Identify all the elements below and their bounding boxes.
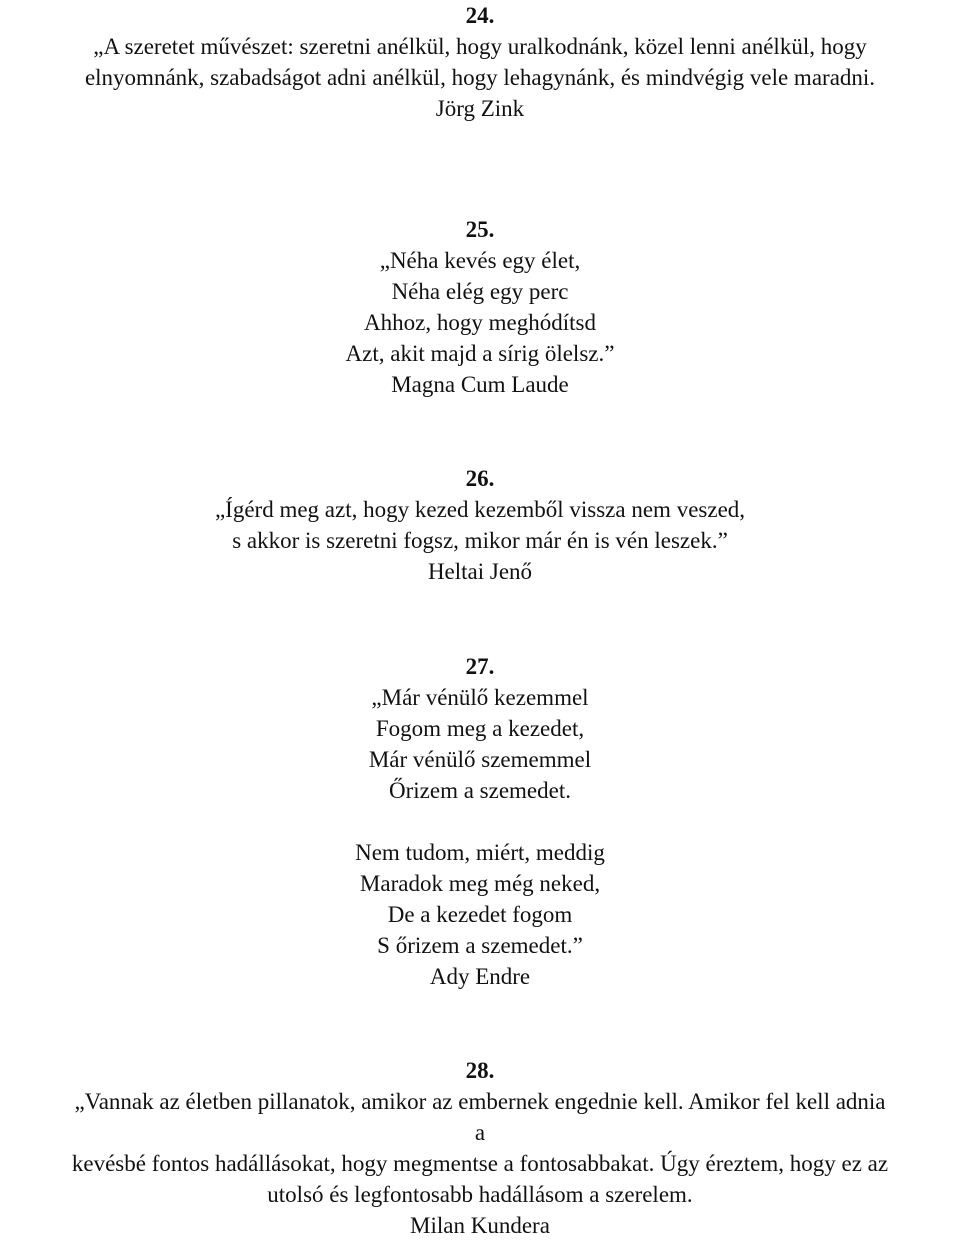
quote-27	[0, 651, 960, 992]
quote-number: 28.	[465, 1058, 495, 1083]
quote-25	[0, 214, 960, 400]
quote-author: Heltai Jenő	[427, 559, 533, 584]
stanza-gap	[0, 806, 960, 837]
quote-author: Ady Endre	[429, 964, 531, 989]
quote-number: 26.	[465, 466, 495, 491]
quote-24	[0, 0, 960, 124]
poem-line: Őrizem a szemedet.	[389, 778, 571, 803]
quote-author: Milan Kundera	[410, 1213, 550, 1238]
quote-text-line: „Ígérd meg azt, hogy kezed kezemből vissza nem veszed,	[214, 497, 746, 522]
poem-line: Már vénülő szememmel	[368, 747, 592, 772]
quote-number: 27.	[465, 654, 495, 679]
quote-author: Magna Cum Laude	[391, 372, 569, 397]
quote-text-line: „Vannak az életben pillanatok, amikor az embernek engednie kell. Amikor fel kell adnia	[74, 1089, 886, 1114]
poem-line: Maradok meg még neked,	[359, 871, 601, 896]
quote-author: Jörg Zink	[435, 96, 525, 121]
poem-line: Nem tudom, miért, meddig	[355, 840, 605, 865]
quote-28	[0, 1055, 960, 1241]
quote-text-line: utolsó és legfontosabb hadállásom a szerelem.	[267, 1182, 693, 1207]
quote-text-line: „A szeretet művészet: szeretni anélkül, hogy uralkodnánk, közel lenni anélkül, hogy	[93, 34, 867, 59]
quote-number: 25.	[465, 217, 495, 242]
quote-text-line: a	[474, 1120, 486, 1145]
quote-text-line: Néha elég egy perc	[391, 279, 569, 304]
poem-line: Fogom meg a kezedet,	[375, 716, 585, 741]
quote-26	[0, 463, 960, 587]
quote-number: 24.	[465, 3, 495, 28]
quote-text-line: Ahhoz, hogy meghódítsd	[364, 310, 596, 335]
quote-text-line: elnyomnánk, szabadságot adni anélkül, hogy lehagynánk, és mindvégig vele maradni.	[84, 65, 876, 90]
poem-line: De a kezedet fogom	[387, 902, 573, 927]
quote-text-line: „Néha kevés egy élet,	[379, 248, 581, 273]
quote-text-line: s akkor is szeretni fogsz, mikor már én is vén leszek.”	[232, 528, 728, 553]
quote-text-line: kevésbé fontos hadállásokat, hogy megmentse a fontosabbakat. Úgy éreztem, hogy ez az	[71, 1151, 889, 1176]
poem-line: „Már vénülő kezemmel	[371, 685, 589, 710]
quote-text-line: Azt, akit majd a sírig ölelsz.”	[345, 341, 615, 366]
poem-line: S őrizem a szemedet.”	[377, 933, 583, 958]
